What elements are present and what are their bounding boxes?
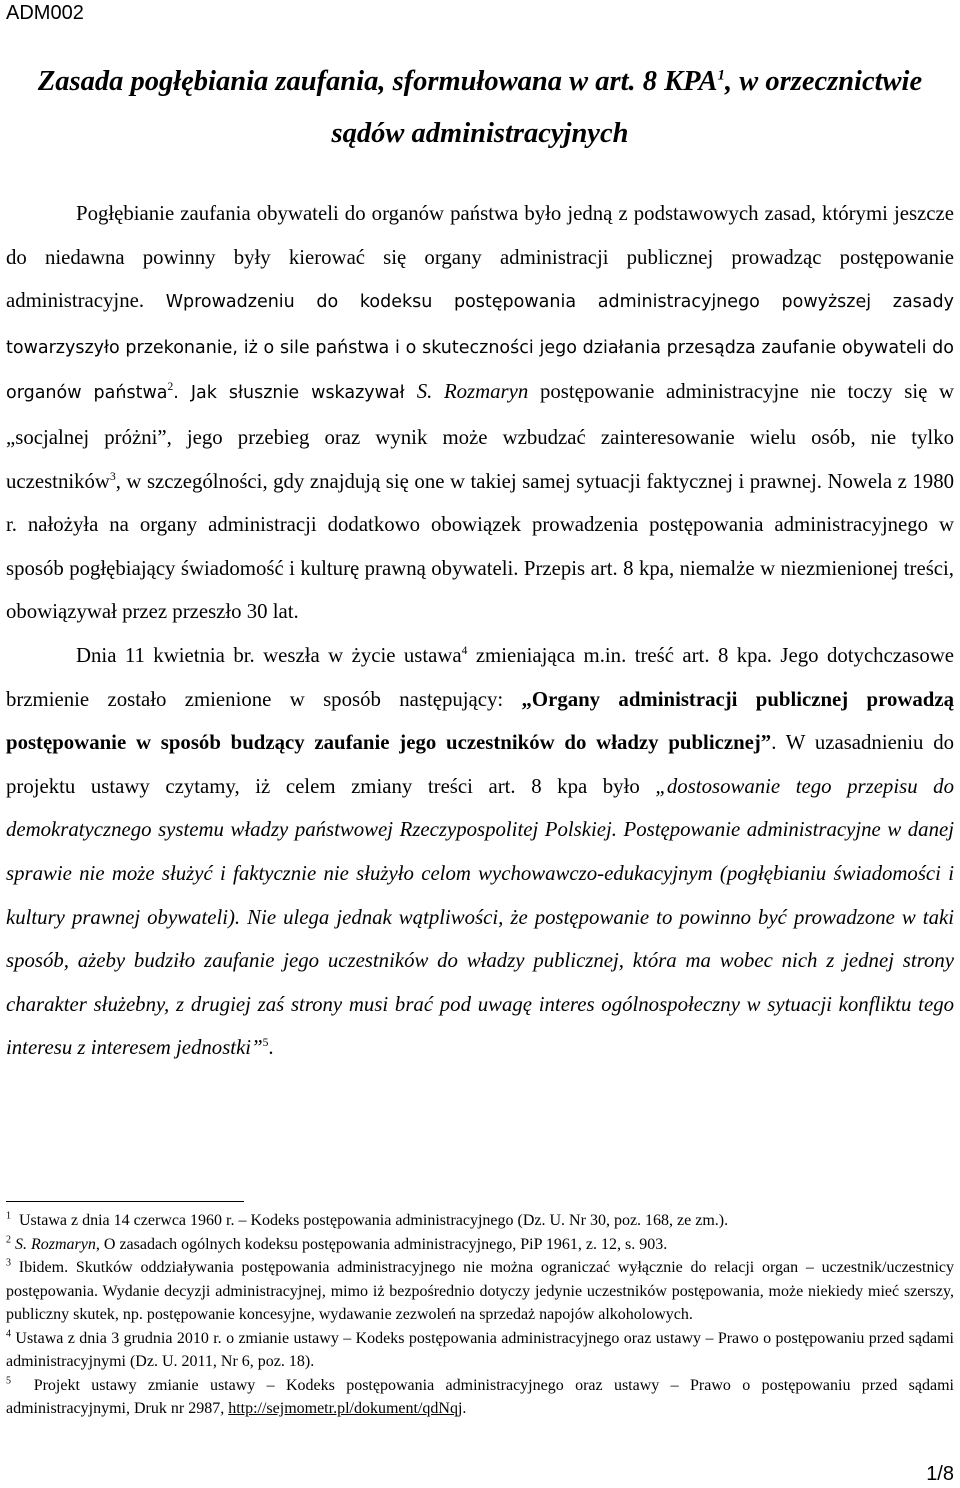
footnote-ref-4[interactable]: 4 <box>461 645 468 658</box>
page-title: Zasada pogłębiania zaufania, sformułowana w art. 8 KPA$^1$, w orzecznictwie sądów administracyjnych <box>37 66 923 149</box>
cited-author: S. Rozmaryn <box>416 380 529 404</box>
footnote-5: $^5$ Projekt ustawy zmianie ustawy – Kodeks postępowania administracyjnego oraz ustawy – Prawo o postępowaniu przed sądami administracyjnymi, Druk nr 2987, http://sejmometr.pl/dokument/qdNqj. <box>6 1375 955 1417</box>
footnote-3: $^3$ Ibidem. Skutków oddziaływania postępowania administracyjnego nie można ograniczać wyłącznie do relacji organ – uczestnik/uczestnicy postępowania. Wydanie decyzji administracyjnej, mimo iż bezpośrednio dotyczy jedynie uczestników postępowania, może niekiedy mieć szerszy, publiczny skutek, np. postępowanie koncesyjne, wydawanie zezwoleń na sprzedaż napojów alkoholowych. <box>6 1257 954 1323</box>
article-quote: „Organy administracji publicznej prowadzą postępowanie w sposób budzący zaufanie jego uczestników do władzy publicznej” <box>6 687 954 755</box>
footnotes <box>6 1209 954 1421</box>
footnote-ref-2[interactable]: 2 <box>167 381 174 394</box>
footnote-ref-5[interactable]: 5 <box>262 1037 269 1050</box>
justification-quote: „dostosowanie tego przepisu do demokratycznego systemu władzy państwowej Rzeczypospolitej Polskiej. Postępowanie administracyjne w danej sprawie nie może służyć i faktycznie nie służyło celom wychowawczo-edukacyjnym (pogłębianiu świadomości i kultury prawnej obywateli). Nie ulega jednak wątpliwości, że postępowanie to powinno być prowadzone w taki sposób, ażeby budziło zaufanie jego uczestników do władzy publicznej, która ma wobec nich z jednej strony charakter służebny, z drugiej zaś strony musi brać pod uwagę interes ogólnospołeczny w sytuacji konfliktu tego interesu z interesem jednostki” <box>6 774 954 1060</box>
footnote-2: $^2$ S. Rozmaryn, O zasadach ogólnych kodeksu postępowania administracyjnego, PiP 1961, z. 12, s. 903. <box>6 1234 668 1253</box>
page-indicator: 1/8 <box>926 1463 954 1485</box>
footnote-separator <box>6 1201 244 1202</box>
footnote-4: $^4$ Ustawa z dnia 3 grudnia 2010 r. o zmianie ustawy – Kodeks postępowania administracyjnego oraz ustawy – Prawo o postępowaniu przed sądami administracyjnymi (Dz. U. 2011, Nr 6, poz. 18). <box>6 1328 955 1370</box>
body-text <box>6 192 954 1070</box>
paragraph-1: Pogłębianie zaufania obywateli do organów państwa było jedną z podstawowych zasad, którymi jeszcze do niedawna powinny były kierować się organy administracji publicznej prowadząc postępowanie administracyjne. Wprowadzeniu do kodeksu postępowania administracyjnego powyższej zasady towarzyszyło przekonanie, iż o sile państwa i o skuteczności jego działania przesądza zaufanie obywateli do organów państwa$^2$. Jak słusznie wskazywał S. Rozmaryn postępowanie administracyjne nie toczy się w „socjalnej próżni”, jego przebieg oraz wynik może wzbudzać zainteresowanie wielu osób, nie tylko uczestników$^3$, w szczególności, gdy znajdują się one w takiej samej sytuacji faktycznej i prawnej. Nowela z 1980 r. nałożyła na organy administracji dodatkowo obowiązek prowadzenia postępowania administracyjnego w sposób pogłębiający świadomość i kulturę prawną obywateli. Przepis art. 8 kpa, niemalże w niezmienionej treści, obowiązywał przez przeszło 30 lat. <box>6 202 955 624</box>
footnote-ref-3[interactable]: 3 <box>109 470 116 483</box>
document-code: ADM002 <box>6 2 84 24</box>
footnote-1: $^1$ Ustawa z dnia 14 czerwca 1960 r. – Kodeks postępowania administracyjnego (Dz. U. Nr 30, poz. 168, ze zm.). <box>6 1210 729 1229</box>
paragraph-2: Dnia 11 kwietnia br. weszła w życie ustawa$^4$ zmieniająca m.in. treść art. 8 kpa. Jego dotychczasowe brzmienie zostało zmienione w sposób następujący: „Organy administracji publicznej prowadzą postępowanie w sposób budzący zaufanie jego uczestników do władzy publicznej”. W uzasadnieniu do projektu ustawy czytamy, iż celem zmiany treści art. 8 kpa było „dostosowanie tego przepisu do demokratycznego systemu władzy państwowej Rzeczypospolitej Polskiej. Postępowanie administracyjne w danej sprawie nie może służyć i faktycznie nie służyło celom wychowawczo-edukacyjnym (pogłębianiu świadomości i kultury prawnej obywateli). Nie ulega jednak wątpliwości, że postępowanie to powinno być prowadzone w taki sposób, ażeby budziło zaufanie jego uczestników do władzy publicznej, która ma wobec nich z jednej strony charakter służebny, z drugiej zaś strony musi brać pod uwagę interes ogólnospołeczny w sytuacji konfliktu tego interesu z interesem jednostki”$^5$. <box>6 643 955 1060</box>
source-link[interactable]: http://sejmometr.pl/dokument/qdNqj <box>228 1400 463 1417</box>
footnote-ref-1[interactable]: 1 <box>717 67 725 84</box>
